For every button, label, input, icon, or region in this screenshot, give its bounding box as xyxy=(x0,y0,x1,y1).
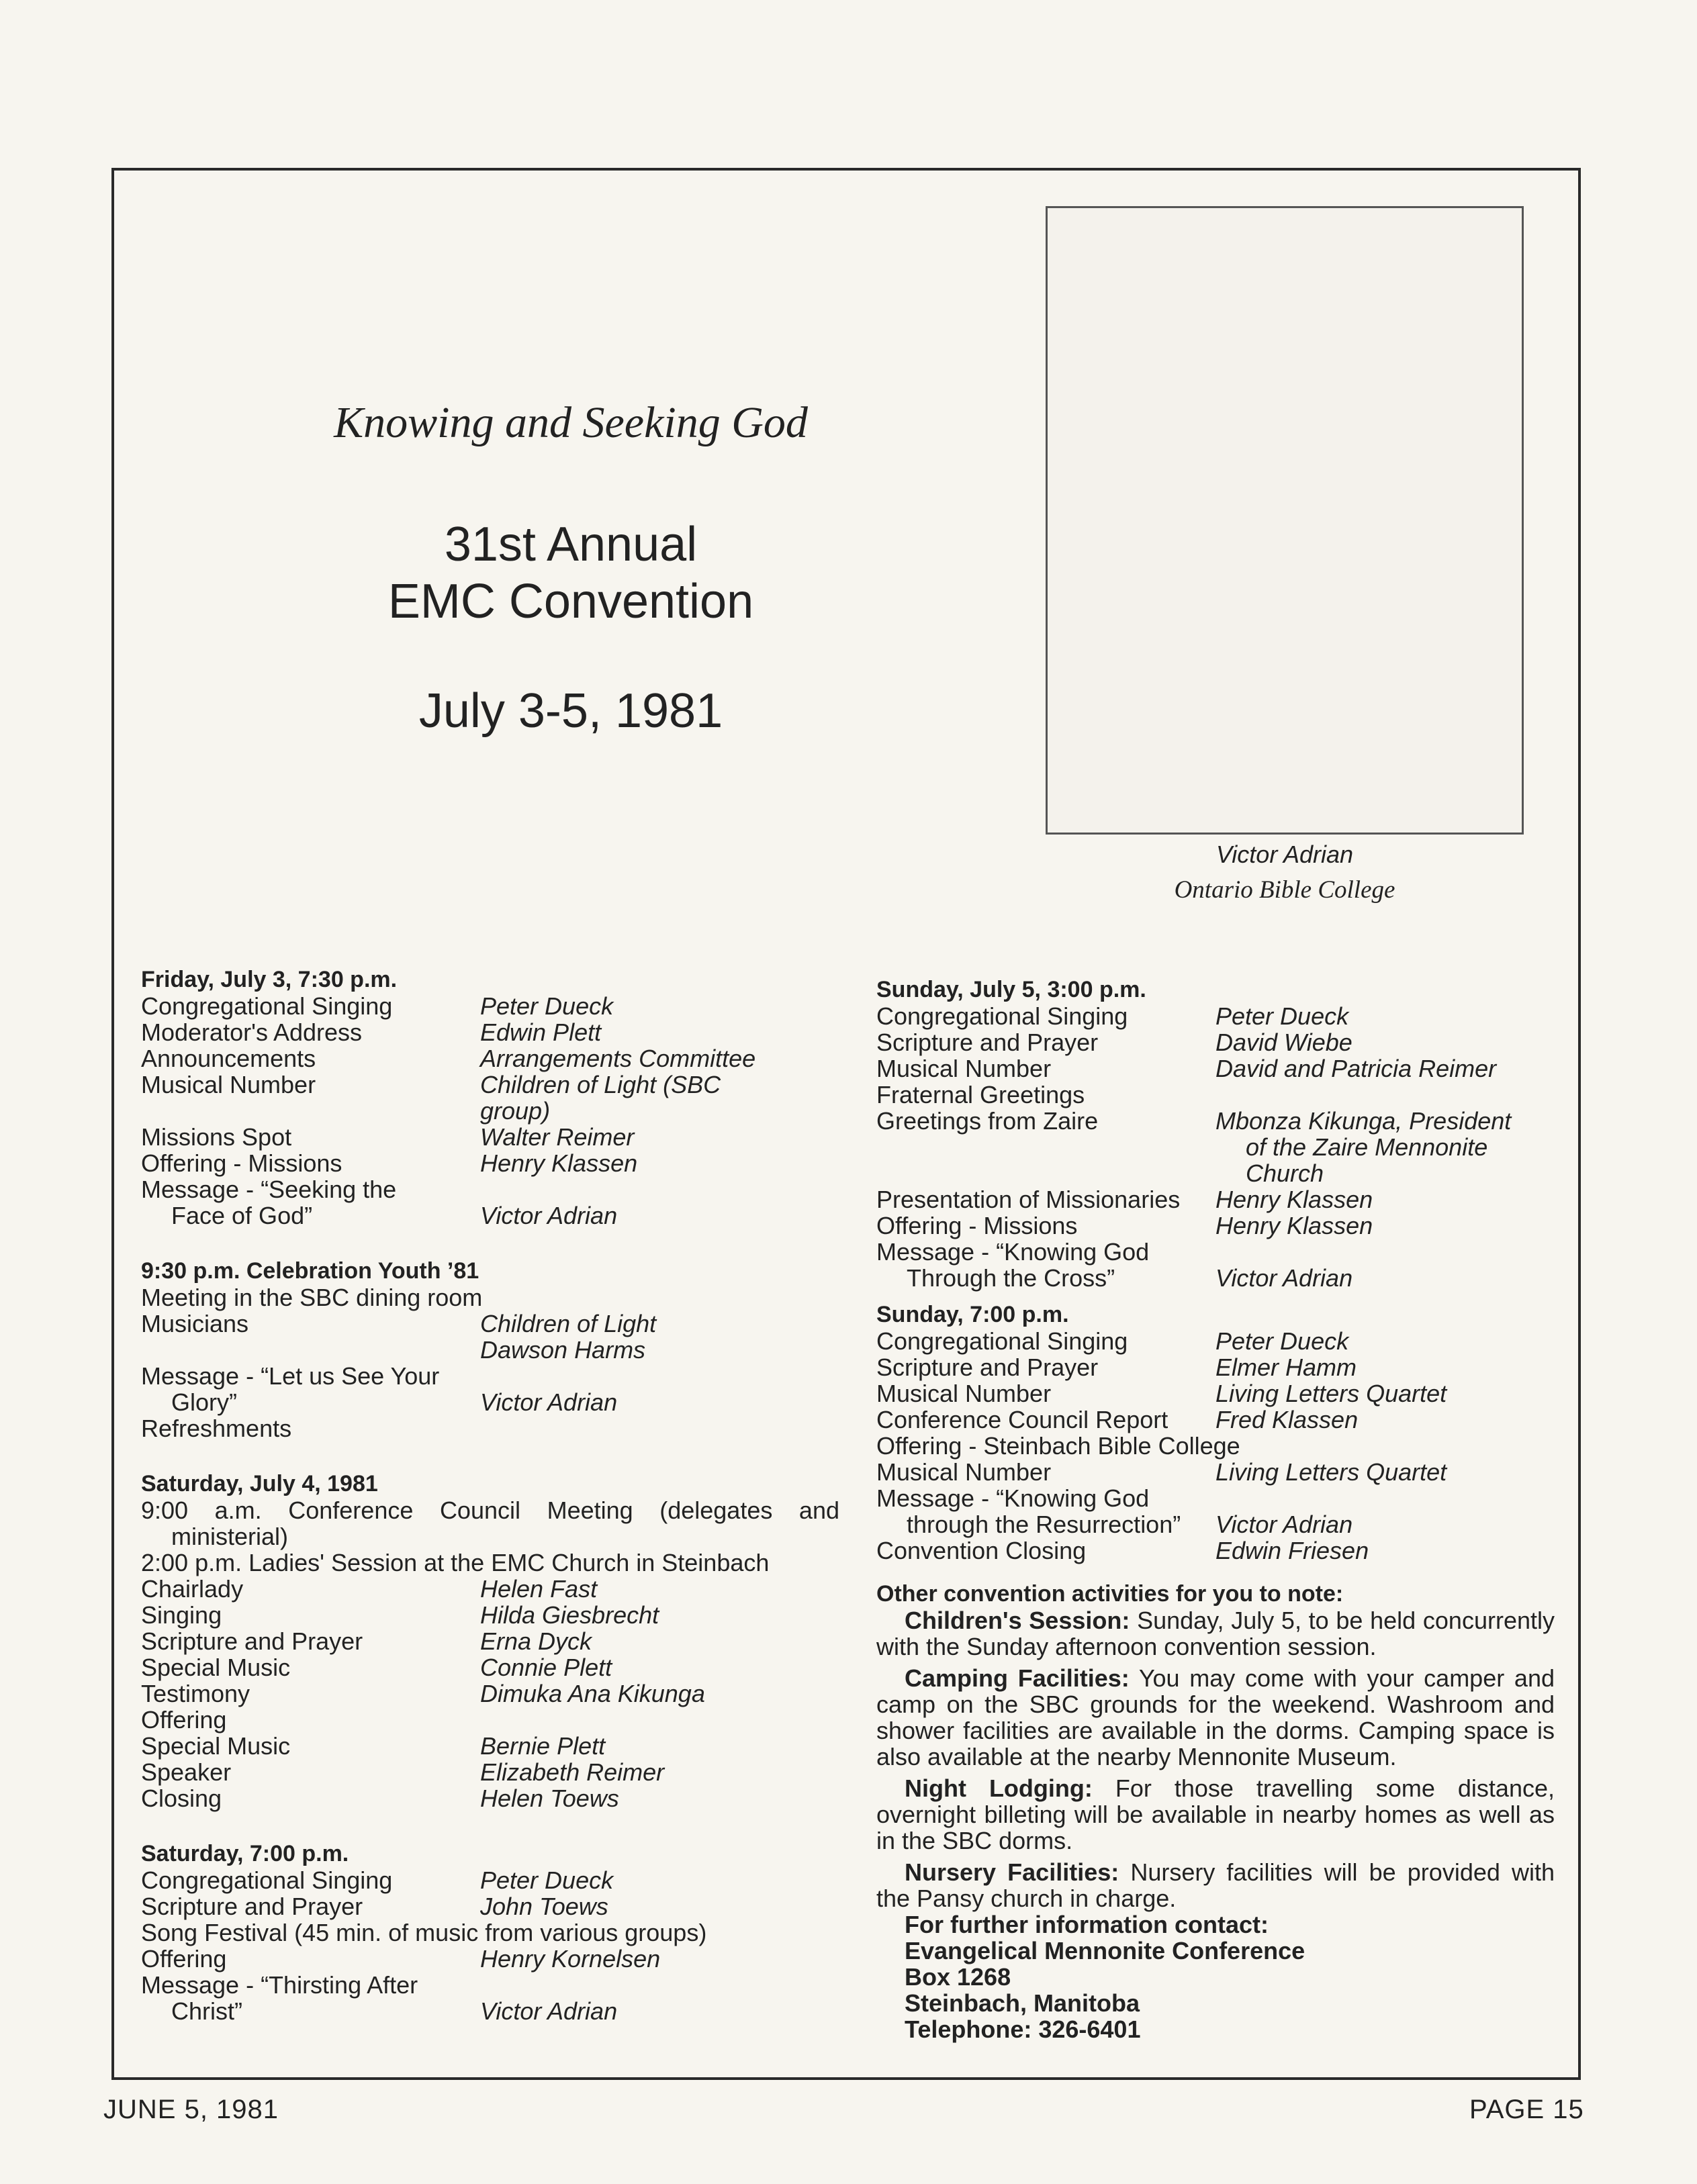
program-row: Scripture and Prayer Elmer Hamm xyxy=(876,1354,1357,1381)
convention-theme: Knowing and Seeking God xyxy=(334,398,808,447)
photo-caption-org: Ontario Bible College xyxy=(1174,876,1395,904)
camping-para: Camping Facilities: You may come with your camper and camp on the SBC grounds for the weekend. Washroom and shower facilities are available in the dorms. Camping space is also available at the nearby Mennonite Museum. xyxy=(876,1664,1555,1770)
saturday-evening-title: Saturday, 7:00 p.m. xyxy=(141,1841,349,1866)
program-row: Musical Number Children of Light (SBC group) xyxy=(141,1071,721,1125)
program-row: Scripture and Prayer Erna Dyck xyxy=(141,1627,592,1655)
program-row: Fraternal Greetings xyxy=(876,1081,1085,1108)
program-row: Offering - Missions Henry Klassen xyxy=(141,1149,638,1177)
friday-title: Friday, July 3, 7:30 p.m. xyxy=(141,967,398,992)
youth-refreshments: Refreshments xyxy=(141,1415,292,1442)
program-row: Message - “Thirsting After Christ” Victor Adrian xyxy=(141,1971,618,2025)
sunday-title: Sunday, July 5, 3:00 p.m. xyxy=(876,977,1146,1002)
children-session-para: Children's Session: Sunday, July 5, to be held concurrently with the Sunday afternoon convention session. xyxy=(876,1607,1555,1660)
program-row: Convention Closing Edwin Friesen xyxy=(876,1537,1369,1564)
heading-annual: 31st Annual xyxy=(444,518,698,571)
program-row: Scripture and Prayer David Wiebe xyxy=(876,1029,1352,1056)
program-row: Congregational Singing Peter Dueck xyxy=(876,1327,1349,1355)
contact-phone: Telephone: 326-6401 xyxy=(905,2015,1141,2043)
contact-line: For further information contact: xyxy=(905,1911,1269,1938)
program-row: Musicians Children of Light Dawson Harms xyxy=(141,1310,657,1364)
song-festival: Song Festival (45 min. of music from various groups) xyxy=(141,1919,707,1946)
program-row: Offering xyxy=(141,1706,227,1734)
saturday-ladies: 2:00 p.m. Ladies' Session at the EMC Church in Steinbach xyxy=(141,1549,770,1576)
right-program-column xyxy=(876,977,1555,2042)
program-row: Chairlady Helen Fast xyxy=(141,1575,598,1603)
program-row: Message - “Let us See Your Glory” Victor Adrian xyxy=(141,1362,618,1416)
program-row: Message - “Knowing God through the Resurrection” Victor Adrian xyxy=(876,1484,1353,1538)
program-row: Special Music Bernie Plett xyxy=(141,1732,606,1760)
nursery-para: Nursery Facilities: Nursery facilities will be provided with the Pansy church in charge. xyxy=(876,1858,1555,1912)
program-row: Announcements Arrangements Committee xyxy=(141,1045,756,1072)
program-row: Greetings from Zaire Mbonza Kikunga, President of the Zaire Mennonite Church xyxy=(876,1107,1512,1187)
program-row: Congregational Singing Peter Dueck xyxy=(876,1002,1349,1030)
contact-org: Evangelical Mennonite Conference xyxy=(905,1937,1305,1964)
youth-title: 9:30 p.m. Celebration Youth ’81 xyxy=(141,1258,479,1284)
program-row: Message - “Knowing God Through the Cross” Victor Adrian xyxy=(876,1238,1353,1292)
heading-dates: July 3-5, 1981 xyxy=(418,684,723,738)
saturday-council-cont: ministerial) xyxy=(171,1523,289,1550)
saturday-council: 9:00 a.m. Conference Council Meeting (delegates and xyxy=(141,1497,839,1524)
program-row: Scripture and Prayer John Toews xyxy=(141,1893,608,1920)
program-row: Speaker Elizabeth Reimer xyxy=(141,1758,665,1786)
footer-page-number: PAGE 15 xyxy=(1469,2095,1584,2124)
program-row: Singing Hilda Giesbrecht xyxy=(141,1601,659,1629)
saturday-title: Saturday, July 4, 1981 xyxy=(141,1471,378,1497)
contact-box: Box 1268 xyxy=(905,1963,1011,1991)
program-row: Offering Henry Kornelsen xyxy=(141,1945,661,1973)
program-row: Musical Number David and Patricia Reimer xyxy=(876,1055,1497,1082)
other-activities-title: Other convention activities for you to note: xyxy=(876,1581,1344,1607)
lodging-para: Night Lodging: For those travelling some distance, overnight billeting will be available in nearby homes as well as in the SBC dorms. xyxy=(876,1774,1555,1854)
program-row: Missions Spot Walter Reimer xyxy=(141,1123,635,1151)
program-row: Musical Number Living Letters Quartet xyxy=(876,1380,1447,1407)
program-row: Presentation of Missionaries Henry Klassen xyxy=(876,1186,1373,1213)
program-row: Testimony Dimuka Ana Kikunga xyxy=(141,1680,705,1707)
program-row: Musical Number Living Letters Quartet xyxy=(876,1458,1447,1486)
youth-meeting: Meeting in the SBC dining room xyxy=(141,1284,483,1311)
program-row: Message - “Seeking the Face of God” Victor Adrian xyxy=(141,1176,618,1229)
program-row: Closing Helen Toews xyxy=(141,1785,619,1812)
program-row: Special Music Connie Plett xyxy=(141,1654,612,1681)
heading-convention: EMC Convention xyxy=(387,575,754,628)
photo-caption-name: Victor Adrian xyxy=(1216,841,1354,868)
program-row: Moderator's Address Edwin Plett xyxy=(141,1018,602,1046)
program-row: Conference Council Report Fred Klassen xyxy=(876,1406,1359,1433)
sunday-offering: Offering - Steinbach Bible College xyxy=(876,1432,1240,1460)
contact-city: Steinbach, Manitoba xyxy=(905,1989,1140,2017)
program-row: Congregational Singing Peter Dueck xyxy=(141,1866,614,1894)
speaker-photo xyxy=(1046,206,1524,835)
sunday-evening-title: Sunday, 7:00 p.m. xyxy=(876,1302,1069,1327)
program-row: Offering - Missions Henry Klassen xyxy=(876,1212,1373,1239)
footer-date: JUNE 5, 1981 xyxy=(103,2095,279,2124)
program-row: Congregational Singing Peter Dueck xyxy=(141,992,614,1020)
left-program-column xyxy=(141,967,839,2024)
